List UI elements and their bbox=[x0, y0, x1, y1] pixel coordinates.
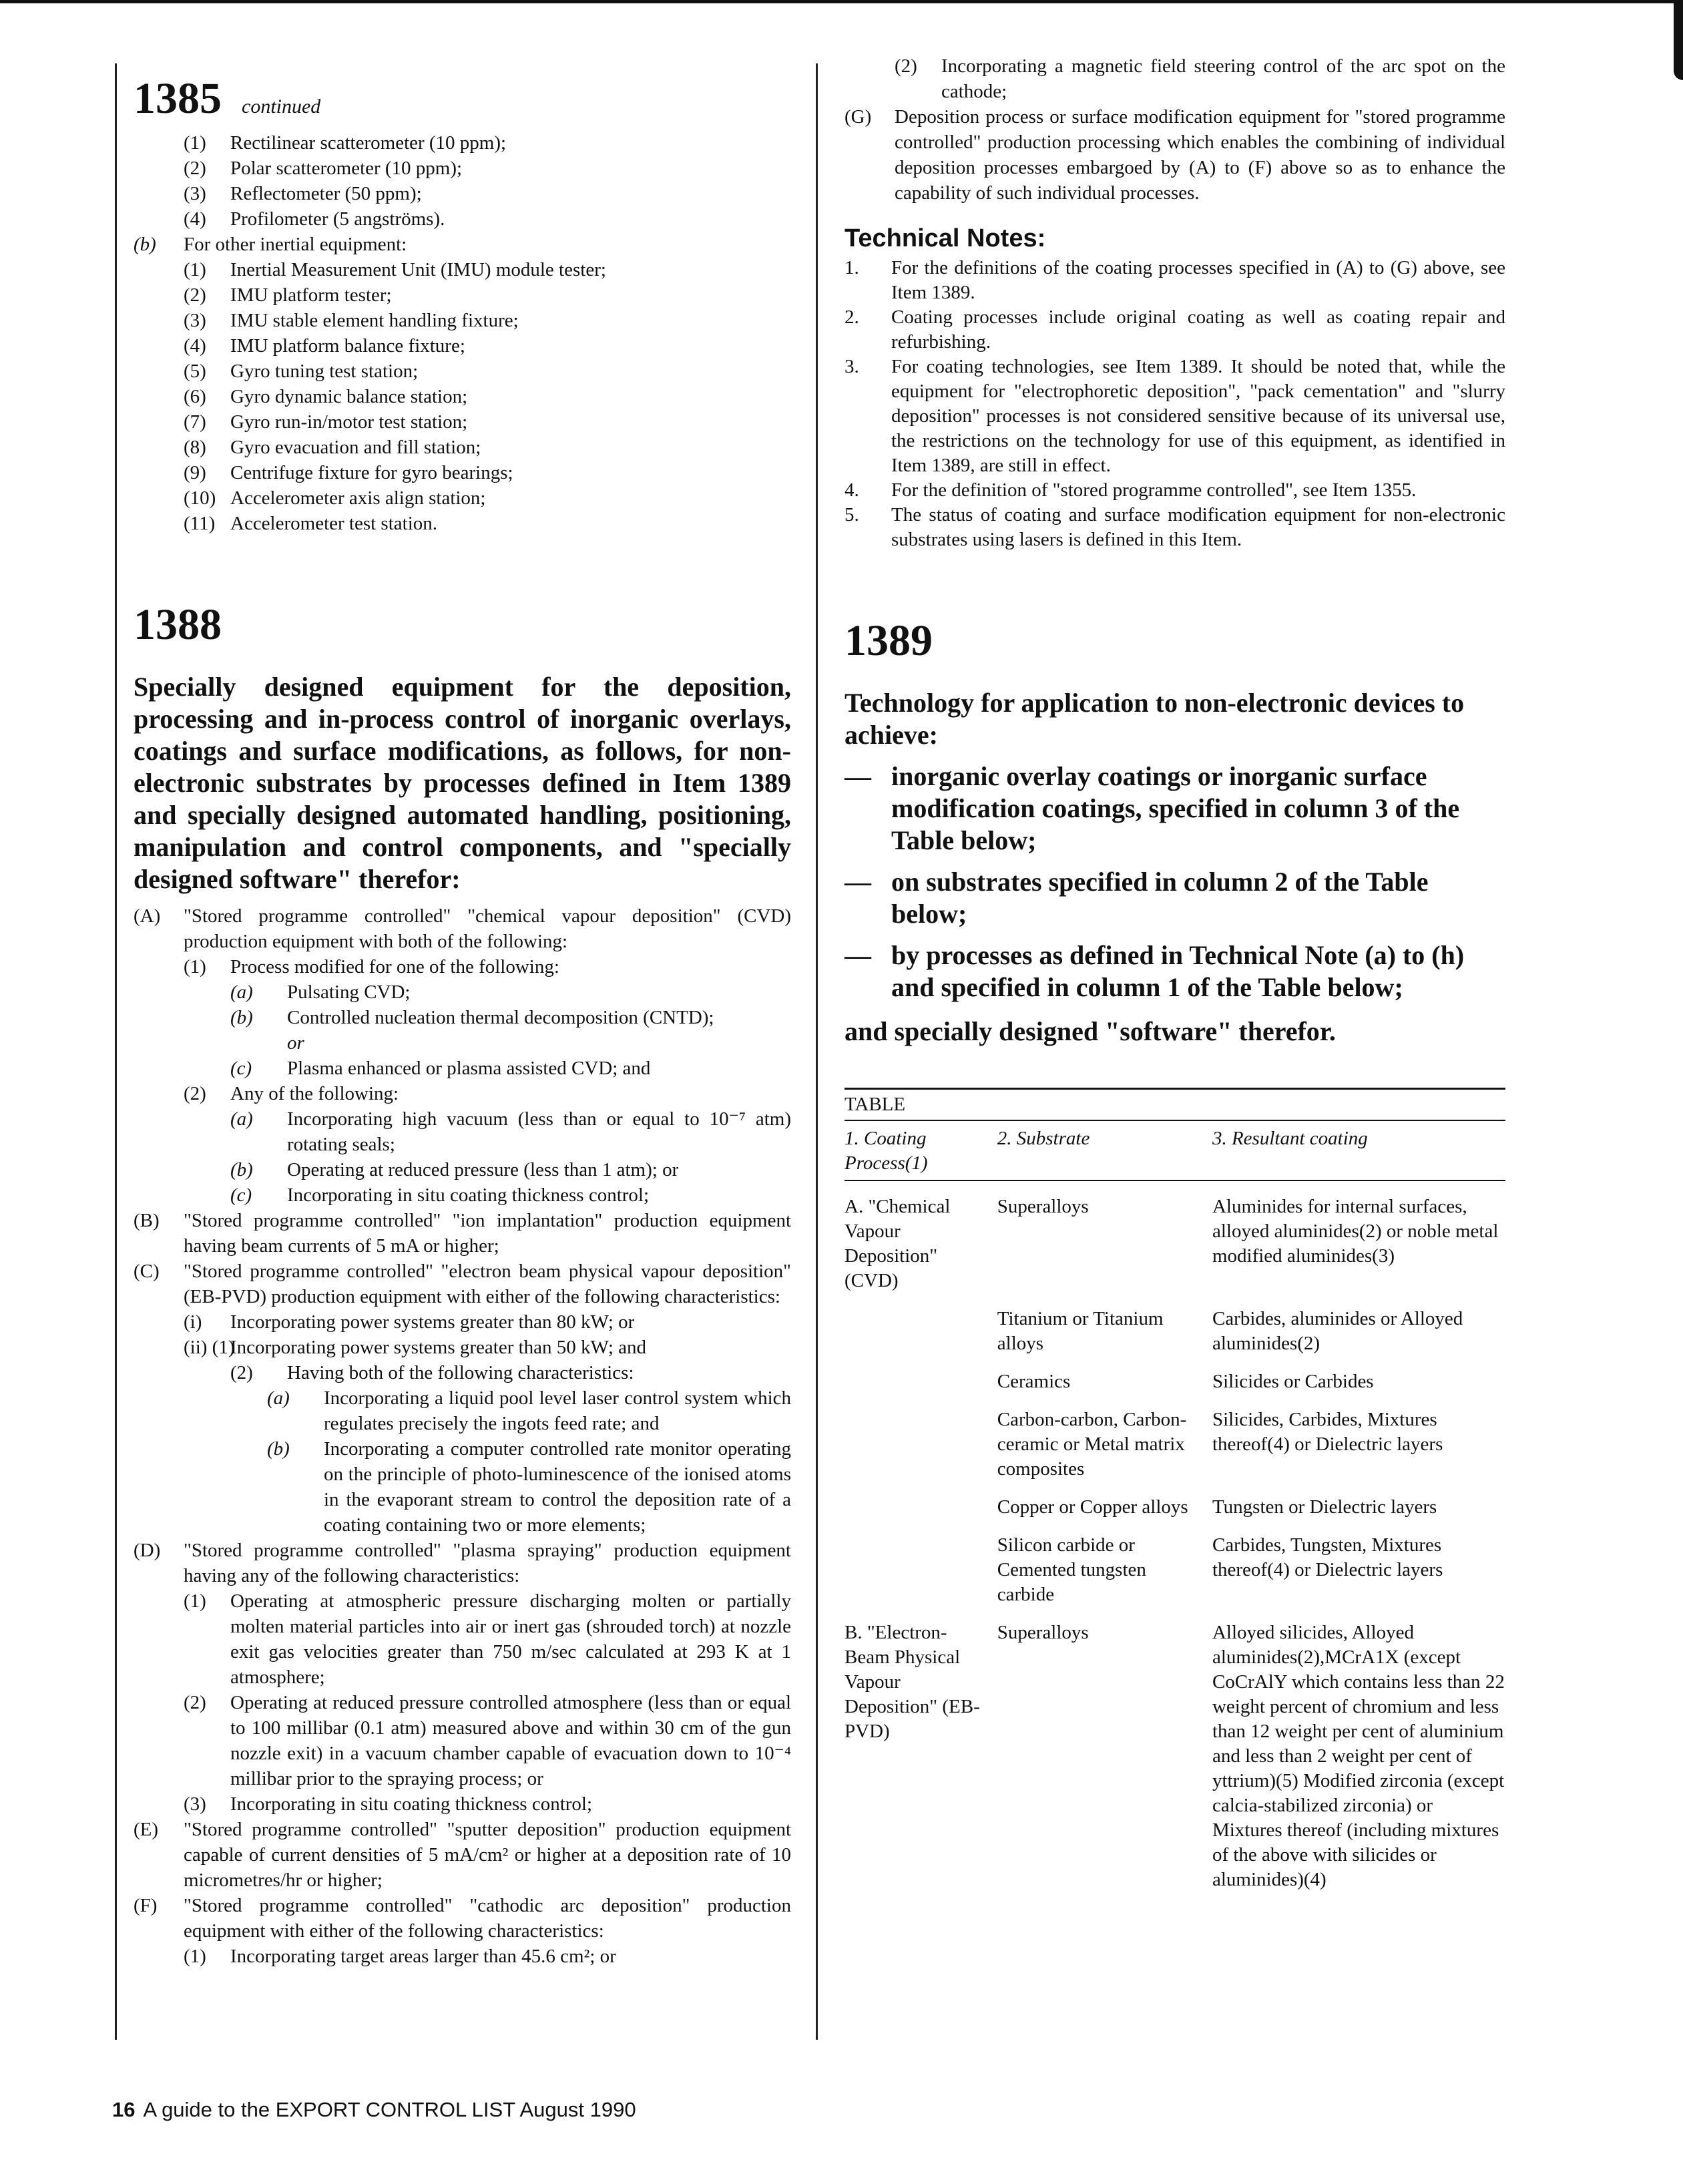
item-number-1385: 1385 bbox=[134, 74, 222, 123]
list-item bbox=[134, 409, 791, 435]
list-item-text: Centrifuge fixture for gyro bearings; bbox=[230, 462, 513, 483]
technical-note-number: 3. bbox=[845, 356, 859, 377]
list-item bbox=[134, 333, 791, 359]
bullet-dash: — bbox=[845, 940, 871, 970]
list-item bbox=[134, 1106, 791, 1157]
list-item bbox=[134, 954, 791, 979]
list-item bbox=[134, 384, 791, 409]
list-item-label: (E) bbox=[134, 1819, 159, 1840]
list-item bbox=[134, 1081, 791, 1106]
technical-note-text: For the definitions of the coating processes specified in (A) to (G) above, see Item 1389. bbox=[891, 257, 1505, 303]
list-item-text: Plasma enhanced or plasma assisted CVD; and bbox=[287, 1058, 651, 1079]
list-item bbox=[134, 511, 791, 536]
list-item-label: (B) bbox=[134, 1210, 160, 1231]
table-cell: Carbon-carbon, Carbon-ceramic or Metal matrix composites bbox=[997, 1409, 1187, 1480]
list-item bbox=[134, 156, 791, 181]
table-header-cell: 1. Coating Process(1) bbox=[845, 1121, 997, 1180]
list-item-text: Operating at atmospheric pressure discharging molten or partially molten material particles into air or inert gas (shrouded torch) at nozzle exit gas velocities greater than 750 m/sec calculated at 293 K at 1 atmosphere; bbox=[230, 1590, 791, 1688]
technical-note-number: 2. bbox=[845, 306, 859, 328]
table-cell: Alloyed silicides, Alloyed aluminides(2),MCrA1X (except CoCrAlY which contains less than 22 weight percent of chromium and less than 12 weight per cent of aluminium and less than 2 weight per cent of yttrium)(5) Modified zirconia (except calcia-stabilized zirconia) or Mixtures thereof (including mixtures of the above with silicides or aluminides)(4) bbox=[1212, 1622, 1505, 1890]
list-item-label: (F) bbox=[134, 1895, 158, 1916]
table-row bbox=[845, 1180, 1505, 1293]
bullet-item bbox=[845, 866, 1505, 930]
list-item-text: Incorporating a liquid pool level laser control system which regulates precisely the ingots feed rate; and bbox=[324, 1387, 791, 1434]
list-item-label: (8) bbox=[184, 437, 206, 458]
list-item bbox=[134, 1538, 791, 1588]
bullet-text: by processes as defined in Technical Note (a) to (h) and specified in column 1 of the Table below; bbox=[891, 940, 1465, 1002]
bullet-item bbox=[845, 760, 1505, 857]
technical-note-text: The status of coating and surface modification equipment for non-electronic substrates using lasers is defined in this Item. bbox=[891, 504, 1505, 550]
list-item bbox=[134, 1588, 791, 1690]
list-item bbox=[134, 1030, 791, 1056]
list-item-label: (1) bbox=[184, 1946, 206, 1967]
list-item-label: (c) bbox=[230, 1184, 252, 1206]
table-row bbox=[845, 1356, 1505, 1394]
table-row bbox=[845, 1394, 1505, 1482]
list-item-label: (ii) (1) bbox=[184, 1337, 235, 1358]
list-item-text: Incorporating in situ coating thickness control; bbox=[230, 1793, 593, 1815]
table-cell: Silicides, Carbides, Mixtures thereof(4) or Dielectric layers bbox=[1212, 1409, 1443, 1455]
list-item-text: Incorporating in situ coating thickness control; bbox=[287, 1184, 650, 1206]
table-cell: Carbides, Tungsten, Mixtures thereof(4) or Dielectric layers bbox=[1212, 1534, 1443, 1580]
list-item bbox=[134, 903, 791, 954]
list-item bbox=[134, 1385, 791, 1436]
footer-text: A guide to the EXPORT CONTROL LIST August 1990 bbox=[143, 2098, 636, 2121]
technical-note bbox=[845, 256, 1505, 305]
list-item-text: Process modified for one of the following: bbox=[230, 956, 559, 977]
list-item-label: (2) bbox=[184, 158, 206, 179]
list-item-label: (2) bbox=[184, 284, 206, 306]
list-item-text: Incorporating target areas larger than 45.6 cm²; or bbox=[230, 1946, 616, 1967]
technical-notes-list bbox=[845, 256, 1505, 552]
list-item-text: Gyro run-in/motor test station; bbox=[230, 411, 468, 433]
table-cell: B. "Electron-Beam Physical Vapour Deposition" (EB-PVD) bbox=[845, 1622, 980, 1742]
list-item-label: (G) bbox=[845, 106, 872, 128]
list-item-label: (9) bbox=[184, 462, 206, 483]
list-item bbox=[134, 1208, 791, 1259]
list-item-label: (c) bbox=[230, 1058, 252, 1079]
technical-note-number: 5. bbox=[845, 504, 859, 525]
list-item-text: Polar scatterometer (10 ppm); bbox=[230, 158, 463, 179]
list-item-text: Having both of the following characteristics: bbox=[287, 1362, 634, 1383]
list-item bbox=[134, 1056, 791, 1081]
list-item-label: (3) bbox=[184, 310, 206, 331]
item-1385-heading bbox=[134, 74, 791, 123]
bullet-text: on substrates specified in column 2 of the Table below; bbox=[891, 867, 1429, 929]
table-cell: Ceramics bbox=[997, 1371, 1071, 1392]
item-1385-list bbox=[134, 130, 791, 536]
list-item-text: Gyro evacuation and fill station; bbox=[230, 437, 481, 458]
list-item-text: Operating at reduced pressure controlled atmosphere (less than or equal to 100 millibar (0.1 atm) measured above and within 30 cm of the gun nozzle exit) in a vacuum chamber capable of evacuation down to 10⁻⁴ millibar prior to the spraying process; or bbox=[230, 1692, 791, 1789]
list-item bbox=[134, 130, 791, 156]
list-item-label: (a) bbox=[230, 1108, 253, 1130]
technical-note-text: For the definition of "stored programme controlled", see Item 1355. bbox=[891, 479, 1417, 501]
list-item-label: (C) bbox=[134, 1261, 160, 1282]
list-item bbox=[134, 257, 791, 282]
table-cell bbox=[845, 1520, 997, 1607]
table-header-cell: 3. Resultant coating bbox=[1212, 1121, 1505, 1180]
list-item-label: (D) bbox=[134, 1540, 161, 1561]
right-column bbox=[845, 55, 1505, 1892]
table-cell: Carbides, aluminides or Alloyed aluminides(2) bbox=[1212, 1308, 1463, 1354]
table-cell: Tungsten or Dielectric layers bbox=[1212, 1496, 1437, 1518]
list-item-label: (i) bbox=[184, 1311, 202, 1333]
list-item-text: Profilometer (5 angströms). bbox=[230, 208, 445, 230]
list-item-label: (1) bbox=[184, 1590, 206, 1612]
list-item-label: (2) bbox=[184, 1083, 206, 1104]
left-column bbox=[134, 60, 791, 1969]
list-item-label: (6) bbox=[184, 386, 206, 407]
list-item-text: IMU platform balance fixture; bbox=[230, 335, 465, 357]
table-cell bbox=[845, 1394, 997, 1482]
technical-note bbox=[845, 305, 1505, 355]
list-item-text: IMU platform tester; bbox=[230, 284, 392, 306]
list-item-text: Deposition process or surface modification equipment for "stored programme controlled" production processing which enables the combining of individual deposition processes embargoed by (A) to (F) above so as to enhance the capability of such individual processes. bbox=[895, 106, 1505, 204]
list-item-text: Gyro tuning test station; bbox=[230, 361, 419, 382]
list-item-label: (1) bbox=[184, 259, 206, 280]
list-item-label: (a) bbox=[230, 981, 253, 1003]
list-item-text: "Stored programme controlled" "ion implantation" production equipment having beam currents of 5 mA or higher; bbox=[184, 1210, 791, 1257]
table-cell: Silicides or Carbides bbox=[1212, 1371, 1374, 1392]
table-cell: Superalloys bbox=[997, 1622, 1089, 1643]
list-item-text: or bbox=[287, 1032, 304, 1054]
list-item-label: (1) bbox=[184, 132, 206, 154]
item-1388-title: Specially designed equipment for the deposition, processing and in-process control of inorganic overlays, coatings and surface modifications, as follows, for non-electronic substrates by processes defined in Item 1389 and specially designed automated handling, positioning, manipulation and control components, and "specially designed software" therefor: bbox=[134, 672, 791, 894]
table-row bbox=[845, 1293, 1505, 1356]
technical-note-text: Coating processes include original coating as well as coating repair and refurbishing. bbox=[891, 306, 1505, 353]
list-item bbox=[134, 359, 791, 384]
table-cell: Silicon carbide or Cemented tungsten carbide bbox=[997, 1534, 1146, 1605]
table-row bbox=[845, 1607, 1505, 1892]
list-item bbox=[134, 1157, 791, 1182]
column-divider bbox=[816, 63, 818, 2040]
item-1389-bullets bbox=[845, 760, 1505, 1004]
list-item bbox=[134, 1791, 791, 1817]
list-item-text: Incorporating high vacuum (less than or equal to 10⁻⁷ atm) rotating seals; bbox=[287, 1108, 791, 1155]
list-item-text: Accelerometer test station. bbox=[230, 513, 438, 534]
top-border bbox=[0, 0, 1683, 3]
table-cell: Superalloys bbox=[997, 1196, 1089, 1217]
list-item bbox=[134, 232, 791, 257]
technical-note bbox=[845, 478, 1505, 503]
list-item-text: Accelerometer axis align station; bbox=[230, 487, 486, 509]
page-corner-mark bbox=[1674, 0, 1683, 80]
continued-label: continued bbox=[242, 95, 321, 118]
list-item-label: (b) bbox=[230, 1159, 253, 1180]
list-item-text: Inertial Measurement Unit (IMU) module tester; bbox=[230, 259, 606, 280]
list-item bbox=[134, 1893, 791, 1944]
list-item-text: Any of the following: bbox=[230, 1083, 399, 1104]
list-item bbox=[134, 1690, 791, 1791]
table-cell: Copper or Copper alloys bbox=[997, 1496, 1188, 1518]
table-cell bbox=[845, 1482, 997, 1520]
list-item bbox=[134, 308, 791, 333]
table-cell: Aluminides for internal surfaces, alloyed aluminides(2) or noble metal modified aluminides(3) bbox=[1212, 1196, 1499, 1267]
list-item-label: (3) bbox=[184, 1793, 206, 1815]
list-item-label: (1) bbox=[184, 956, 206, 977]
list-item-label: (2) bbox=[230, 1362, 253, 1383]
list-item bbox=[134, 435, 791, 460]
technical-note-number: 1. bbox=[845, 257, 859, 278]
table-cell bbox=[845, 1356, 997, 1394]
technical-note bbox=[845, 503, 1505, 552]
list-item-text: Incorporating power systems greater than 50 kW; and bbox=[230, 1337, 647, 1358]
list-item bbox=[134, 460, 791, 485]
page-footer bbox=[112, 2098, 636, 2122]
list-item-text: Incorporating power systems greater than 80 kW; or bbox=[230, 1311, 635, 1333]
list-item-text: Controlled nucleation thermal decomposition (CNTD); bbox=[287, 1007, 714, 1028]
bullet-dash: — bbox=[845, 761, 871, 791]
list-item bbox=[134, 206, 791, 232]
item-number-1389: 1389 bbox=[845, 616, 933, 665]
list-item-text: Rectilinear scatterometer (10 ppm); bbox=[230, 132, 507, 154]
list-item-label: (10) bbox=[184, 487, 216, 509]
list-item-text: Operating at reduced pressure (less than 1 atm); or bbox=[287, 1159, 679, 1180]
list-item-text: For other inertial equipment: bbox=[184, 234, 407, 255]
table-header-row bbox=[845, 1121, 1505, 1180]
table-cell: Titanium or Titanium alloys bbox=[997, 1308, 1164, 1354]
list-item-text: IMU stable element handling fixture; bbox=[230, 310, 519, 331]
item-1389-closing: and specially designed "software" therefor. bbox=[845, 1016, 1336, 1046]
list-item bbox=[134, 1182, 791, 1208]
list-item-text: Pulsating CVD; bbox=[287, 981, 411, 1003]
list-item bbox=[845, 104, 1505, 206]
technical-note-text: For coating technologies, see Item 1389. It should be noted that, while the equipment for "electrophoretic deposition", "pack cementation" and "slurry deposition" processes is not considered sensitive because of its universal use, the restrictions on the technology for use of this equipment, as identified in Item 1389, are still in effect. bbox=[891, 356, 1505, 476]
technical-note-number: 4. bbox=[845, 479, 859, 501]
list-item-text: Gyro dynamic balance station; bbox=[230, 386, 468, 407]
item-1388-continued-list bbox=[845, 53, 1505, 206]
list-item bbox=[134, 181, 791, 206]
list-item-text: "Stored programme controlled" "electron beam physical vapour deposition" (EB-PVD) production equipment with either of the following characteristics: bbox=[184, 1261, 791, 1307]
list-item-text: Incorporating a magnetic field steering control of the arc spot on the cathode; bbox=[941, 55, 1505, 102]
left-column-rule bbox=[115, 63, 117, 2040]
list-item-label: (A) bbox=[134, 905, 161, 927]
list-item bbox=[134, 282, 791, 308]
list-item-text: "Stored programme controlled" "plasma spraying" production equipment having any of the following characteristics: bbox=[184, 1540, 791, 1586]
list-item-text: Reflectometer (50 ppm); bbox=[230, 183, 422, 204]
list-item-label: (b) bbox=[230, 1007, 253, 1028]
bullet-text: inorganic overlay coatings or inorganic surface modification coatings, specified in column 3 of the Table below; bbox=[891, 761, 1460, 855]
table-row bbox=[845, 1482, 1505, 1520]
list-item bbox=[134, 485, 791, 511]
list-item-label: (a) bbox=[267, 1387, 290, 1409]
list-item-label: (7) bbox=[184, 411, 206, 433]
technical-note bbox=[845, 355, 1505, 478]
bullet-item bbox=[845, 939, 1505, 1004]
list-item bbox=[134, 979, 791, 1005]
list-item-label: (b) bbox=[134, 234, 156, 255]
item-1389-title: Technology for application to non-electronic devices to achieve: bbox=[845, 688, 1465, 750]
table-header-cell: 2. Substrate bbox=[997, 1121, 1212, 1180]
list-item bbox=[134, 1309, 791, 1335]
table-cell: A. "Chemical Vapour Deposition" (CVD) bbox=[845, 1196, 951, 1291]
list-item-text: "Stored programme controlled" "sputter deposition" production equipment capable of current densities of 5 mA/cm² or higher at a deposition rate of 10 micrometres/hr or higher; bbox=[184, 1819, 791, 1891]
page-number: 16 bbox=[112, 2098, 136, 2121]
item-number-1388: 1388 bbox=[134, 600, 222, 649]
table-cell bbox=[845, 1293, 997, 1356]
list-item bbox=[134, 1259, 791, 1309]
list-item-label: (5) bbox=[184, 361, 206, 382]
list-item-label: (3) bbox=[184, 183, 206, 204]
bullet-dash: — bbox=[845, 867, 871, 897]
list-item bbox=[134, 1360, 791, 1385]
list-item bbox=[134, 1335, 791, 1360]
item-1388-list bbox=[134, 903, 791, 1969]
list-item-text: "Stored programme controlled" "cathodic arc deposition" production equipment with either of the following characteristics: bbox=[184, 1895, 791, 1942]
list-item-text: "Stored programme controlled" "chemical vapour deposition" (CVD) production equipment with both of the following: bbox=[184, 905, 791, 952]
list-item bbox=[845, 53, 1505, 104]
list-item bbox=[134, 1005, 791, 1030]
list-item-label: (4) bbox=[184, 335, 206, 357]
list-item-label: (4) bbox=[184, 208, 206, 230]
list-item-label: (11) bbox=[184, 513, 216, 534]
list-item bbox=[134, 1817, 791, 1893]
table-row bbox=[845, 1520, 1505, 1607]
technical-notes-heading: Technical Notes: bbox=[845, 224, 1046, 252]
list-item bbox=[134, 1944, 791, 1969]
table-label: TABLE bbox=[845, 1088, 1505, 1116]
list-item bbox=[134, 1436, 791, 1538]
list-item-label: (b) bbox=[267, 1438, 290, 1460]
list-item-label: (2) bbox=[895, 55, 917, 77]
list-item-text: Incorporating a computer controlled rate monitor operating on the principle of photo-luminescence of the ionised atoms in the evaporant stream to control the deposition rate of a coating containing two or more elements; bbox=[324, 1438, 791, 1536]
coating-table-grid bbox=[845, 1121, 1505, 1892]
list-item-label: (2) bbox=[184, 1692, 206, 1713]
coating-table bbox=[845, 1088, 1505, 1892]
